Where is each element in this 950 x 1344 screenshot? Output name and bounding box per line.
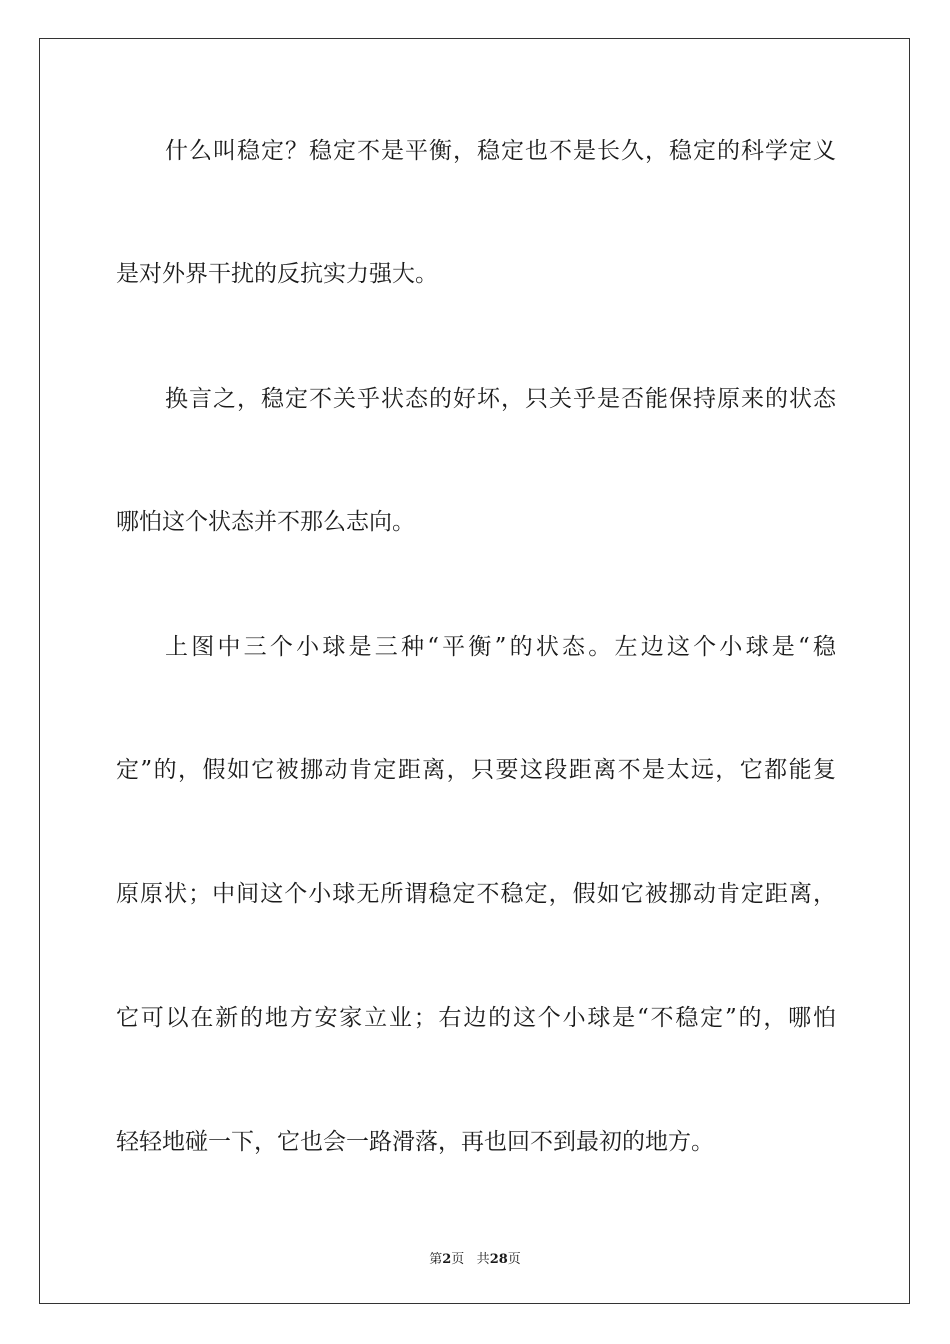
text-line-9: 轻轻地碰一下，它也会一路滑落，再也回不到最初的地方。: [116, 1129, 714, 1155]
text-line-6: 定”的，假如它被挪动肯定距离，只要这段距离不是太远，它都能复: [116, 757, 836, 783]
page-footer: [0, 1248, 950, 1267]
total-prefix: 共: [476, 1252, 490, 1267]
text-line-3: 换言之，稳定不关乎状态的好坏，只关乎是否能保持原来的状态: [165, 386, 836, 412]
text-line-5: 上图中三个小球是三种“平衡”的状态。左边这个小球是“稳: [165, 634, 836, 660]
page-suffix: 页: [451, 1252, 465, 1267]
text-line-2: 是对外界干扰的反抗实力强大。: [116, 261, 438, 287]
text-line-1: 什么叫稳定？稳定不是平衡，稳定也不是长久，稳定的科学定义: [165, 138, 836, 164]
text-line-4: 哪怕这个状态并不那么志向。: [116, 509, 415, 535]
page-border: [39, 38, 910, 1304]
total-suffix: 页: [507, 1252, 521, 1267]
text-line-7: 原原状；中间这个小球无所谓稳定不稳定，假如它被挪动肯定距离，: [116, 881, 836, 907]
total-pages: 28: [489, 1252, 508, 1267]
text-line-8: 它可以在新的地方安家立业；右边的这个小球是“不稳定”的，哪怕: [116, 1005, 836, 1031]
page-prefix: 第: [429, 1252, 443, 1267]
page-number: 2: [442, 1252, 452, 1267]
